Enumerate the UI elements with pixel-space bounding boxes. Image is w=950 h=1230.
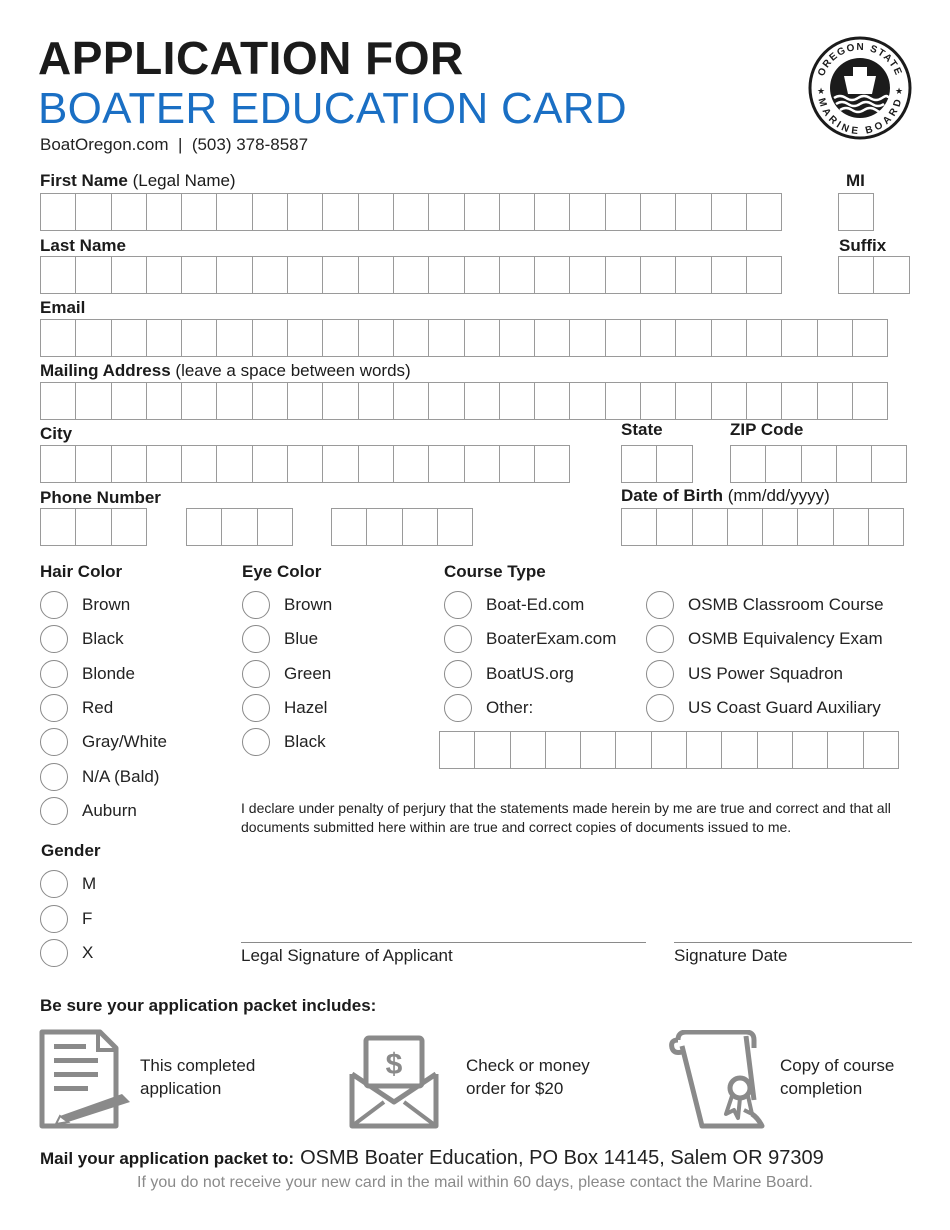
letter-box[interactable] (730, 445, 766, 483)
letter-box[interactable] (252, 193, 288, 231)
dob-label: Date of Birth (mm/dd/yyyy) (621, 486, 830, 505)
letter-box[interactable] (675, 382, 711, 420)
course-type-option[interactable] (646, 693, 881, 723)
course-type-option-label: US Power Squadron (688, 663, 843, 683)
radio-circle[interactable] (242, 591, 270, 619)
letter-box[interactable] (675, 319, 711, 357)
last-name-input[interactable] (40, 256, 781, 294)
letter-box[interactable] (711, 256, 747, 294)
letter-box[interactable] (322, 256, 358, 294)
letter-box[interactable] (146, 382, 182, 420)
letter-box[interactable] (111, 193, 147, 231)
letter-box[interactable] (545, 731, 581, 769)
letter-box[interactable] (605, 382, 641, 420)
letter-box[interactable] (863, 731, 899, 769)
eye-color-option[interactable] (242, 727, 326, 757)
letter-box[interactable] (675, 193, 711, 231)
letter-box[interactable] (746, 193, 782, 231)
eye-color-option-label: Blue (284, 629, 319, 649)
document-pen-icon (38, 1028, 134, 1132)
letter-box[interactable] (615, 731, 651, 769)
letter-box[interactable] (75, 319, 111, 357)
letter-box[interactable] (111, 445, 147, 483)
phone-label: Phone Number (40, 488, 161, 507)
mailing-address-input[interactable] (40, 382, 887, 420)
letter-box[interactable] (287, 319, 323, 357)
mailing-address-label: Mailing Address (leave a space between words) (40, 361, 411, 380)
radio-circle[interactable] (40, 763, 68, 791)
contact-info: BoatOregon.com | (503) 378-8587 (40, 135, 309, 154)
letter-box[interactable] (534, 445, 570, 483)
course-type-label: Course Type (444, 562, 546, 581)
letter-box[interactable] (474, 731, 510, 769)
letter-box[interactable] (746, 382, 782, 420)
letter-box[interactable] (40, 193, 76, 231)
letter-box[interactable] (146, 256, 182, 294)
letter-box[interactable] (871, 445, 907, 483)
letter-box[interactable] (358, 193, 394, 231)
letter-box[interactable] (216, 382, 252, 420)
radio-circle[interactable] (444, 694, 472, 722)
eye-color-option[interactable] (242, 659, 331, 689)
course-type-option[interactable] (444, 659, 574, 689)
radio-circle[interactable] (40, 939, 68, 967)
radio-circle[interactable] (40, 905, 68, 933)
letter-box[interactable] (499, 445, 535, 483)
course-type-option-label: US Coast Guard Auxiliary (688, 697, 881, 717)
hair-color-option-label: Red (82, 697, 114, 717)
packet-item-application: This completed application (140, 1056, 256, 1098)
radio-circle[interactable] (40, 660, 68, 688)
letter-box[interactable] (216, 445, 252, 483)
radio-circle[interactable] (646, 660, 674, 688)
radio-circle[interactable] (242, 694, 270, 722)
eye-color-option-label: Green (284, 663, 332, 683)
letter-box[interactable] (75, 382, 111, 420)
radio-circle[interactable] (646, 591, 674, 619)
letter-box[interactable] (534, 382, 570, 420)
letter-box[interactable] (40, 319, 76, 357)
letter-box[interactable] (181, 256, 217, 294)
mi-input[interactable] (838, 193, 873, 231)
letter-box[interactable] (534, 256, 570, 294)
radio-circle[interactable] (40, 870, 68, 898)
eye-color-option[interactable] (242, 624, 318, 654)
course-type-option[interactable] (444, 624, 616, 654)
letter-box[interactable] (605, 193, 641, 231)
city-label: City (40, 424, 73, 443)
letter-box[interactable] (797, 508, 833, 546)
letter-box[interactable] (322, 193, 358, 231)
letter-box[interactable] (216, 319, 252, 357)
mi-label: MI (846, 171, 865, 190)
course-type-option-label: OSMB Equivalency Exam (688, 629, 883, 649)
letter-box[interactable] (252, 445, 288, 483)
packet-item-course-completion: Copy of course completion (780, 1056, 895, 1098)
letter-box[interactable] (257, 508, 293, 546)
hair-color-option-label: N/A (Bald) (82, 766, 160, 786)
radio-circle[interactable] (646, 694, 674, 722)
letter-box[interactable] (817, 382, 853, 420)
radio-circle[interactable] (646, 625, 674, 653)
letter-box[interactable] (656, 508, 692, 546)
hair-color-option[interactable] (40, 624, 124, 654)
letter-box[interactable] (757, 731, 793, 769)
letter-box[interactable] (692, 508, 728, 546)
letter-box[interactable] (358, 382, 394, 420)
course-type-option-label: Other: (486, 697, 534, 717)
letter-box[interactable] (580, 731, 616, 769)
letter-box[interactable] (358, 319, 394, 357)
radio-circle[interactable] (40, 797, 68, 825)
course-type-option[interactable] (646, 624, 883, 654)
letter-box[interactable] (402, 508, 438, 546)
radio-circle[interactable] (40, 728, 68, 756)
letter-box[interactable] (437, 508, 473, 546)
delivery-notice: If you do not receive your new card in the mail within 60 days, please contact the Marine Board. (137, 1174, 813, 1191)
hair-color-option[interactable] (40, 796, 137, 826)
gender-option[interactable] (40, 869, 96, 899)
letter-box[interactable] (75, 445, 111, 483)
letter-box[interactable] (366, 508, 402, 546)
letter-box[interactable] (781, 382, 817, 420)
letter-box[interactable] (852, 319, 888, 357)
hair-color-option-label: Brown (82, 595, 131, 614)
letter-box[interactable] (873, 256, 909, 294)
letter-box[interactable] (181, 193, 217, 231)
course-type-option[interactable] (444, 590, 584, 620)
letter-box[interactable] (322, 319, 358, 357)
letter-box[interactable] (499, 193, 535, 231)
letter-box[interactable] (464, 319, 500, 357)
letter-box[interactable] (727, 508, 763, 546)
certificate-scroll-icon (668, 1030, 768, 1130)
hair-color-option[interactable] (40, 659, 135, 689)
hair-color-option-label: Gray/White (82, 732, 168, 752)
gender-option-label: F (82, 908, 93, 928)
letter-box[interactable] (640, 193, 676, 231)
letter-box[interactable] (765, 445, 801, 483)
course-type-option-label: BoatUS.org (486, 663, 574, 683)
state-label: State (621, 420, 663, 439)
letter-box[interactable] (75, 508, 111, 546)
letter-box[interactable] (181, 445, 217, 483)
letter-box[interactable] (146, 445, 182, 483)
suffix-label: Suffix (839, 236, 887, 255)
letter-box[interactable] (817, 319, 853, 357)
phone-prefix-input[interactable] (186, 508, 292, 546)
letter-box[interactable] (711, 193, 747, 231)
letter-box[interactable] (711, 382, 747, 420)
packet-item-payment: Check or money order for $20 (466, 1056, 590, 1098)
letter-box[interactable] (746, 256, 782, 294)
radio-circle[interactable] (40, 625, 68, 653)
letter-box[interactable] (252, 319, 288, 357)
letter-box[interactable] (640, 382, 676, 420)
letter-box[interactable] (499, 382, 535, 420)
letter-box[interactable] (675, 256, 711, 294)
letter-box[interactable] (322, 445, 358, 483)
form-title-line2: BOATER EDUCATION CARD (38, 84, 627, 133)
letter-box[interactable] (746, 319, 782, 357)
letter-box[interactable] (838, 193, 874, 231)
letter-box[interactable] (640, 319, 676, 357)
letter-box[interactable] (464, 256, 500, 294)
course-type-option-label: BoaterExam.com (486, 629, 617, 649)
radio-circle[interactable] (40, 591, 68, 619)
letter-box[interactable] (852, 382, 888, 420)
email-input[interactable] (40, 319, 887, 357)
first-name-input[interactable] (40, 193, 781, 231)
letter-box[interactable] (331, 508, 367, 546)
hair-color-option-label: Blonde (82, 663, 135, 683)
letter-box[interactable] (428, 319, 464, 357)
email-label: Email (40, 298, 86, 317)
letter-box[interactable] (534, 319, 570, 357)
star-icon: ★ (895, 86, 904, 96)
radio-circle[interactable] (444, 660, 472, 688)
signature-date-line[interactable] (674, 942, 912, 943)
form-title-line1: APPLICATION FOR (38, 32, 464, 84)
letter-box[interactable] (322, 382, 358, 420)
dob-input[interactable] (621, 508, 903, 546)
applicant-signature-line[interactable] (241, 942, 646, 943)
letter-box[interactable] (838, 256, 874, 294)
hair-color-option[interactable] (40, 762, 159, 792)
phone-line-input[interactable] (331, 508, 472, 546)
mailing-instructions: Mail your application packet to: OSMB Boater Education, PO Box 14145, Salem OR 97309 (40, 1147, 824, 1169)
hair-color-option[interactable] (40, 693, 113, 723)
letter-box[interactable] (464, 445, 500, 483)
letter-box[interactable] (146, 193, 182, 231)
eye-color-option-label: Black (284, 732, 326, 752)
letter-box[interactable] (569, 382, 605, 420)
course-type-option[interactable] (646, 659, 843, 689)
letter-box[interactable] (827, 731, 863, 769)
hair-color-option-label: Black (82, 629, 124, 649)
letter-box[interactable] (287, 256, 323, 294)
letter-box[interactable] (640, 256, 676, 294)
letter-box[interactable] (510, 731, 546, 769)
letter-box[interactable] (287, 445, 323, 483)
letter-box[interactable] (287, 382, 323, 420)
zip-input[interactable] (730, 445, 906, 483)
letter-box[interactable] (287, 193, 323, 231)
letter-box[interactable] (216, 256, 252, 294)
letter-box[interactable] (40, 445, 76, 483)
letter-box[interactable] (358, 445, 394, 483)
first-name-label: First Name (Legal Name) (40, 171, 236, 190)
perjury-declaration: I declare under penalty of perjury that the statements made herein by me are true and correct and that all documents submitted here within are true and correct copies of documents issued to me. (241, 800, 891, 835)
star-icon: ★ (817, 86, 826, 96)
hair-color-label: Hair Color (40, 562, 123, 581)
letter-box[interactable] (428, 193, 464, 231)
last-name-label: Last Name (40, 236, 126, 255)
gender-option-label: M (82, 874, 97, 893)
letter-box[interactable] (781, 319, 817, 357)
letter-box[interactable] (40, 508, 76, 546)
letter-box[interactable] (833, 508, 869, 546)
course-type-option[interactable] (646, 590, 884, 620)
letter-box[interactable] (393, 445, 429, 483)
letter-box[interactable] (651, 731, 687, 769)
eye-color-option[interactable] (242, 693, 327, 723)
radio-circle[interactable] (242, 728, 270, 756)
gender-option-label: X (82, 943, 94, 962)
city-input[interactable] (40, 445, 569, 483)
course-other-input[interactable] (439, 731, 898, 769)
eye-color-option-label: Hazel (284, 697, 328, 717)
letter-box[interactable] (569, 193, 605, 231)
osmb-logo (808, 36, 912, 140)
letter-box[interactable] (711, 319, 747, 357)
letter-box[interactable] (721, 731, 757, 769)
radio-circle[interactable] (444, 625, 472, 653)
letter-box[interactable] (216, 193, 252, 231)
hair-color-option-label: Auburn (82, 800, 137, 820)
gender-option[interactable] (40, 938, 93, 968)
radio-circle[interactable] (444, 591, 472, 619)
letter-box[interactable] (499, 319, 535, 357)
letter-box[interactable] (792, 731, 828, 769)
letter-box[interactable] (428, 382, 464, 420)
letter-box[interactable] (868, 508, 904, 546)
applicant-signature-label: Legal Signature of Applicant (241, 946, 453, 965)
phone-area-code-input[interactable] (40, 508, 146, 546)
letter-box[interactable] (621, 508, 657, 546)
letter-box[interactable] (439, 731, 475, 769)
packet-heading: Be sure your application packet includes: (40, 996, 377, 1015)
radio-circle[interactable] (242, 660, 270, 688)
radio-circle[interactable] (242, 625, 270, 653)
letter-box[interactable] (656, 445, 692, 483)
letter-box[interactable] (146, 319, 182, 357)
logo-text-bottom: MARINE BOARD (815, 96, 905, 138)
letter-box[interactable] (181, 319, 217, 357)
zip-label: ZIP Code (730, 420, 804, 439)
signature-date-label: Signature Date (674, 946, 788, 965)
letter-box[interactable] (762, 508, 798, 546)
letter-box[interactable] (75, 256, 111, 294)
letter-box[interactable] (393, 256, 429, 294)
letter-box[interactable] (75, 193, 111, 231)
letter-box[interactable] (686, 731, 722, 769)
gender-label: Gender (41, 841, 101, 860)
letter-box[interactable] (393, 193, 429, 231)
course-type-option[interactable] (444, 693, 533, 723)
letter-box[interactable] (393, 319, 429, 357)
gender-option[interactable] (40, 904, 92, 934)
letter-box[interactable] (111, 508, 147, 546)
letter-box[interactable] (181, 382, 217, 420)
letter-box[interactable] (464, 193, 500, 231)
letter-box[interactable] (605, 319, 641, 357)
letter-box[interactable] (605, 256, 641, 294)
letter-box[interactable] (252, 382, 288, 420)
letter-box[interactable] (569, 256, 605, 294)
letter-box[interactable] (221, 508, 257, 546)
letter-box[interactable] (111, 382, 147, 420)
letter-box[interactable] (358, 256, 394, 294)
letter-box[interactable] (621, 445, 657, 483)
hair-color-option[interactable] (40, 727, 167, 757)
course-type-option-label: Boat-Ed.com (486, 595, 585, 614)
letter-box[interactable] (464, 382, 500, 420)
letter-box[interactable] (428, 445, 464, 483)
eye-color-option-label: Brown (284, 595, 333, 614)
letter-box[interactable] (111, 319, 147, 357)
letter-box[interactable] (186, 508, 222, 546)
letter-box[interactable] (836, 445, 872, 483)
dollar-sign: $ (385, 1048, 403, 1081)
eye-color-label: Eye Color (242, 562, 322, 581)
letter-box[interactable] (393, 382, 429, 420)
letter-box[interactable] (801, 445, 837, 483)
mailing-address-osmb: OSMB Boater Education, PO Box 14145, Salem OR 97309 (300, 1147, 824, 1169)
course-type-option-label: OSMB Classroom Course (688, 595, 884, 614)
logo-text-top: OREGON STATE (816, 41, 904, 78)
hair-color-option[interactable] (40, 590, 130, 620)
state-input[interactable] (621, 445, 692, 483)
letter-box[interactable] (252, 256, 288, 294)
suffix-input[interactable] (838, 256, 909, 294)
letter-box[interactable] (40, 256, 76, 294)
letter-box[interactable] (111, 256, 147, 294)
letter-box[interactable] (534, 193, 570, 231)
eye-color-option[interactable] (242, 590, 332, 620)
radio-circle[interactable] (40, 694, 68, 722)
letter-box[interactable] (40, 382, 76, 420)
check-envelope-icon (348, 1030, 440, 1130)
letter-box[interactable] (499, 256, 535, 294)
letter-box[interactable] (428, 256, 464, 294)
letter-box[interactable] (569, 319, 605, 357)
